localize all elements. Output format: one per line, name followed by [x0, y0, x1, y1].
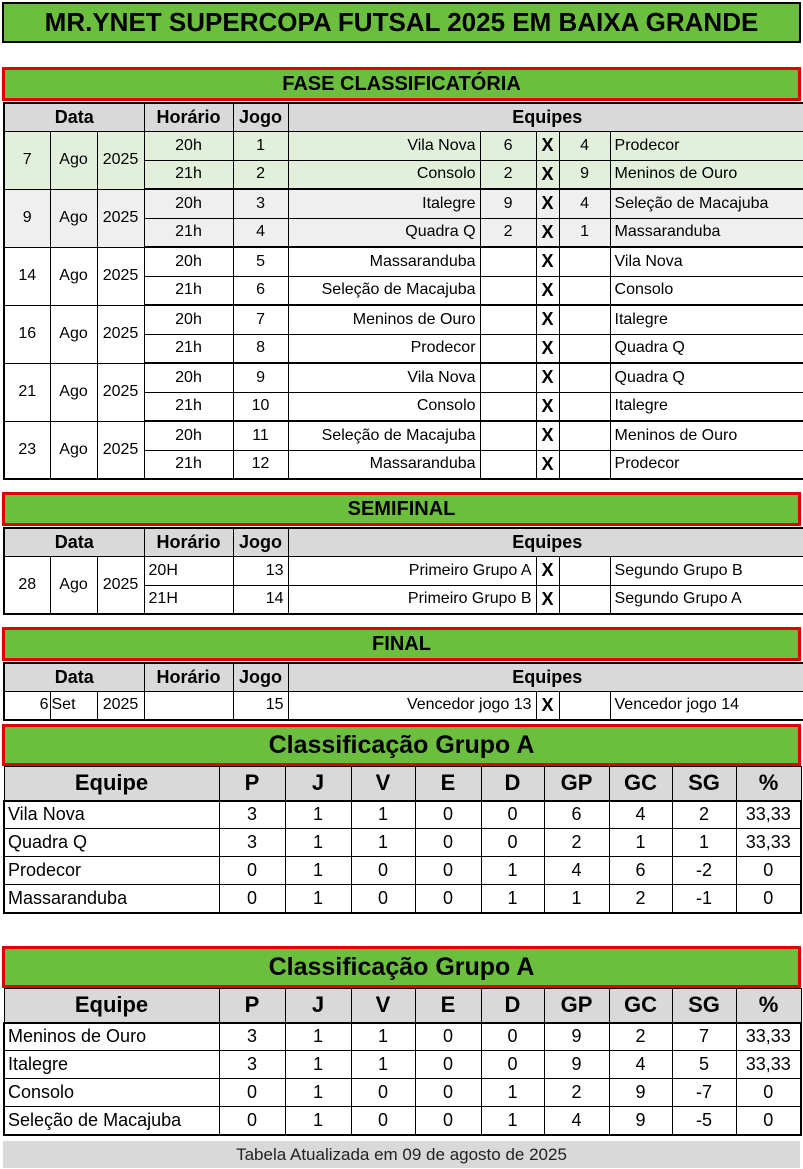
stat-cell: 1: [351, 829, 415, 857]
standings-row: [4, 829, 801, 857]
match-year: 2025: [97, 421, 144, 479]
home-team: Vila Nova: [288, 363, 480, 392]
standings-header-cell: SG: [672, 989, 736, 1023]
stat-cell: 2: [544, 1079, 609, 1107]
stat-cell: 1: [481, 1107, 544, 1135]
game-time: [144, 691, 233, 720]
game-number: 7: [233, 305, 288, 334]
home-team: Massaranduba: [288, 450, 480, 479]
stat-cell: 33,33: [736, 1023, 801, 1051]
game-time: 21h: [144, 160, 233, 189]
away-score: 9: [559, 160, 610, 189]
game-number: 14: [233, 585, 288, 614]
stat-cell: 2: [544, 829, 609, 857]
team-name: Consolo: [4, 1079, 219, 1107]
versus-mark: X: [536, 363, 559, 392]
versus-mark: X: [536, 691, 559, 720]
header-horario: Horário: [144, 103, 233, 131]
standings-row: [4, 857, 801, 885]
standings-header-cell: P: [219, 989, 285, 1023]
game-time: 20h: [144, 305, 233, 334]
away-team: Italegre: [610, 392, 803, 421]
game-number: 15: [233, 691, 288, 720]
stat-cell: 0: [219, 885, 285, 913]
game-number: 3: [233, 189, 288, 218]
stat-cell: 0: [415, 1023, 481, 1051]
home-team: Italegre: [288, 189, 480, 218]
away-team: Meninos de Ouro: [610, 421, 803, 450]
stat-cell: 1: [351, 1051, 415, 1079]
stat-cell: 1: [285, 1107, 351, 1135]
game-time: 20h: [144, 247, 233, 276]
team-name: Prodecor: [4, 857, 219, 885]
match-day: 16: [4, 305, 50, 363]
match-day: 9: [4, 189, 50, 247]
stat-cell: 6: [544, 801, 609, 829]
stat-cell: 4: [544, 857, 609, 885]
home-score: [480, 363, 536, 392]
stat-cell: 1: [481, 1079, 544, 1107]
game-number: 10: [233, 392, 288, 421]
standings-header-cell: V: [351, 767, 415, 801]
home-team: Prodecor: [288, 334, 480, 363]
away-score: 1: [559, 218, 610, 247]
home-score: 6: [480, 131, 536, 160]
versus-mark: X: [536, 218, 559, 247]
away-team: Vila Nova: [610, 247, 803, 276]
stat-cell: 0: [219, 857, 285, 885]
final-banner: FINAL: [2, 627, 801, 661]
stat-cell: 1: [609, 829, 672, 857]
stat-cell: 0: [736, 857, 801, 885]
away-score: 4: [559, 131, 610, 160]
header-equipes: Equipes: [288, 663, 803, 691]
away-team: Quadra Q: [610, 363, 803, 392]
away-score: [559, 421, 610, 450]
stat-cell: 2: [609, 885, 672, 913]
stat-cell: -7: [672, 1079, 736, 1107]
home-score: [480, 276, 536, 305]
semifinal-year: 2025: [97, 556, 144, 614]
home-team: Quadra Q: [288, 218, 480, 247]
stat-cell: 1: [285, 1079, 351, 1107]
versus-mark: X: [536, 392, 559, 421]
standings-header-cell: J: [285, 767, 351, 801]
match-month: Ago: [50, 421, 97, 479]
stat-cell: 33,33: [736, 829, 801, 857]
stat-cell: 0: [481, 1023, 544, 1051]
stat-cell: 0: [736, 885, 801, 913]
home-team: Seleção de Macajuba: [288, 276, 480, 305]
header-horario: Horário: [144, 663, 233, 691]
standings-row: [4, 1051, 801, 1079]
header-data: Data: [4, 528, 144, 556]
home-team: Primeiro Grupo B: [288, 585, 536, 614]
game-time: 21h: [144, 392, 233, 421]
table-header-row: [4, 663, 803, 691]
away-team: Prodecor: [610, 131, 803, 160]
game-number: 4: [233, 218, 288, 247]
game-time: 21h: [144, 276, 233, 305]
away-team: Prodecor: [610, 450, 803, 479]
stat-cell: -1: [672, 885, 736, 913]
game-time: 20h: [144, 131, 233, 160]
stat-cell: 0: [415, 1079, 481, 1107]
stat-cell: 1: [285, 1051, 351, 1079]
home-team: Consolo: [288, 392, 480, 421]
away-team: Meninos de Ouro: [610, 160, 803, 189]
versus-mark: X: [536, 160, 559, 189]
stat-cell: 3: [219, 801, 285, 829]
standings-header-cell: E: [415, 767, 481, 801]
header-horario: Horário: [144, 528, 233, 556]
game-time: 20h: [144, 189, 233, 218]
away-team: Segundo Grupo B: [610, 556, 803, 585]
standings-header-cell: Equipe: [4, 989, 219, 1023]
grupo-b-banner: Classificação Grupo A: [2, 946, 801, 988]
home-score: [480, 334, 536, 363]
standings-row: [4, 885, 801, 913]
game-number: 11: [233, 421, 288, 450]
standings-header-cell: V: [351, 989, 415, 1023]
home-score: [480, 247, 536, 276]
home-team: Vila Nova: [288, 131, 480, 160]
stat-cell: 4: [609, 801, 672, 829]
grupo-a-banner: Classificação Grupo A: [2, 724, 801, 766]
stat-cell: 33,33: [736, 801, 801, 829]
match-month: Ago: [50, 363, 97, 421]
stat-cell: 0: [481, 801, 544, 829]
match-year: 2025: [97, 247, 144, 305]
versus-mark: X: [536, 247, 559, 276]
standings-header-cell: J: [285, 989, 351, 1023]
away-team: Italegre: [610, 305, 803, 334]
grupo-a-standings-table: [3, 766, 802, 914]
standings-header-cell: GP: [544, 767, 609, 801]
stat-cell: 4: [609, 1051, 672, 1079]
standings-header-cell: SG: [672, 767, 736, 801]
stat-cell: 0: [415, 1051, 481, 1079]
home-score: 2: [480, 218, 536, 247]
away-score: 4: [559, 189, 610, 218]
match-month: Ago: [50, 247, 97, 305]
stat-cell: 0: [415, 829, 481, 857]
match-day: 7: [4, 131, 50, 189]
versus-mark: X: [536, 450, 559, 479]
stat-cell: 2: [672, 801, 736, 829]
stat-cell: -5: [672, 1107, 736, 1135]
team-name: Quadra Q: [4, 829, 219, 857]
home-score: 9: [480, 189, 536, 218]
standings-row: [4, 1023, 801, 1051]
page-title: MR.YNET SUPERCOPA FUTSAL 2025 EM BAIXA GRANDE: [2, 2, 801, 43]
standings-header-cell: GC: [609, 989, 672, 1023]
versus-mark: X: [536, 334, 559, 363]
home-team: Meninos de Ouro: [288, 305, 480, 334]
game-time: 20h: [144, 421, 233, 450]
standings-header-cell: %: [736, 989, 801, 1023]
stat-cell: 1: [544, 885, 609, 913]
game-number: 2: [233, 160, 288, 189]
versus-mark: X: [536, 421, 559, 450]
stat-cell: 0: [415, 885, 481, 913]
away-team: Seleção de Macajuba: [610, 189, 803, 218]
standings-header-cell: E: [415, 989, 481, 1023]
stat-cell: 3: [219, 1051, 285, 1079]
table-row: [4, 189, 803, 218]
stat-cell: 1: [285, 829, 351, 857]
stat-cell: 6: [609, 857, 672, 885]
home-score: 2: [480, 160, 536, 189]
team-name: Italegre: [4, 1051, 219, 1079]
stat-cell: 9: [609, 1107, 672, 1135]
header-equipes: Equipes: [288, 103, 803, 131]
stat-cell: 9: [544, 1023, 609, 1051]
match-day: 23: [4, 421, 50, 479]
table-row: [4, 556, 803, 585]
home-team: Seleção de Macajuba: [288, 421, 480, 450]
home-score: [480, 392, 536, 421]
home-team: Vencedor jogo 13: [288, 691, 536, 720]
table-header-row: [4, 528, 803, 556]
stat-cell: 0: [351, 1079, 415, 1107]
game-number: 12: [233, 450, 288, 479]
stat-cell: 1: [285, 801, 351, 829]
stat-cell: 9: [609, 1079, 672, 1107]
standings-header-cell: GP: [544, 989, 609, 1023]
stat-cell: 3: [219, 1023, 285, 1051]
away-score: [559, 363, 610, 392]
stat-cell: 0: [219, 1107, 285, 1135]
away-score: [559, 392, 610, 421]
stat-cell: 1: [481, 857, 544, 885]
standings-header-cell: D: [481, 989, 544, 1023]
stat-cell: 1: [481, 885, 544, 913]
table-row: [4, 247, 803, 276]
stat-cell: 0: [351, 1107, 415, 1135]
stat-cell: 0: [415, 857, 481, 885]
standings-header-cell: %: [736, 767, 801, 801]
versus-mark: X: [536, 585, 559, 614]
standings-row: [4, 1107, 801, 1135]
game-time: 20h: [144, 363, 233, 392]
versus-mark: X: [536, 305, 559, 334]
stat-cell: -2: [672, 857, 736, 885]
team-name: Vila Nova: [4, 801, 219, 829]
away-team: Massaranduba: [610, 218, 803, 247]
game-time: 21h: [144, 334, 233, 363]
update-footer: Tabela Atualizada em 09 de agosto de 2025: [3, 1141, 800, 1168]
header-data: Data: [4, 103, 144, 131]
game-number: 1: [233, 131, 288, 160]
final-month: Set: [50, 691, 97, 720]
header-jogo: Jogo: [233, 528, 288, 556]
standings-header-cell: D: [481, 767, 544, 801]
stat-cell: 1: [351, 1023, 415, 1051]
table-row: [4, 421, 803, 450]
game-number: 9: [233, 363, 288, 392]
standings-header-cell: P: [219, 767, 285, 801]
semifinal-table: [3, 527, 803, 615]
stat-cell: 0: [351, 857, 415, 885]
stat-cell: 1: [285, 857, 351, 885]
table-row: [4, 691, 803, 720]
game-time: 20H: [144, 556, 233, 585]
home-team: Massaranduba: [288, 247, 480, 276]
stat-cell: 1: [285, 885, 351, 913]
match-month: Ago: [50, 305, 97, 363]
home-score: [480, 450, 536, 479]
game-number: 5: [233, 247, 288, 276]
stat-cell: 0: [415, 1107, 481, 1135]
game-number: 8: [233, 334, 288, 363]
fase-classificatoria-table: [3, 102, 803, 480]
final-day: 6: [4, 691, 50, 720]
table-row: [4, 305, 803, 334]
stat-cell: 7: [672, 1023, 736, 1051]
home-team: Primeiro Grupo A: [288, 556, 536, 585]
semifinal-banner: SEMIFINAL: [2, 492, 801, 526]
final-year: 2025: [97, 691, 144, 720]
match-year: 2025: [97, 363, 144, 421]
header-jogo: Jogo: [233, 103, 288, 131]
away-score: [559, 276, 610, 305]
match-day: 14: [4, 247, 50, 305]
final-table: [3, 662, 803, 721]
standings-row: [4, 801, 801, 829]
stat-cell: 0: [481, 1051, 544, 1079]
match-year: 2025: [97, 189, 144, 247]
versus-mark: X: [536, 189, 559, 218]
table-header-row: [4, 103, 803, 131]
stat-cell: 5: [672, 1051, 736, 1079]
stat-cell: 0: [481, 829, 544, 857]
away-score: [559, 247, 610, 276]
match-month: Ago: [50, 189, 97, 247]
header-jogo: Jogo: [233, 663, 288, 691]
away-team: Vencedor jogo 14: [610, 691, 803, 720]
header-equipes: Equipes: [288, 528, 803, 556]
team-name: Meninos de Ouro: [4, 1023, 219, 1051]
match-day: 21: [4, 363, 50, 421]
header-data: Data: [4, 663, 144, 691]
game-time: 21h: [144, 218, 233, 247]
stat-cell: 0: [736, 1079, 801, 1107]
standings-row: [4, 1079, 801, 1107]
semifinal-month: Ago: [50, 556, 97, 614]
standings-header-cell: GC: [609, 767, 672, 801]
game-time: 21h: [144, 450, 233, 479]
game-time: 21H: [144, 585, 233, 614]
stat-cell: 4: [544, 1107, 609, 1135]
match-year: 2025: [97, 305, 144, 363]
stat-cell: 9: [544, 1051, 609, 1079]
stat-cell: 1: [351, 801, 415, 829]
stat-cell: 0: [219, 1079, 285, 1107]
team-name: Massaranduba: [4, 885, 219, 913]
versus-mark: X: [536, 556, 559, 585]
stat-cell: 0: [736, 1107, 801, 1135]
grupo-b-standings-table: [3, 988, 802, 1136]
standings-header-row: [4, 989, 801, 1023]
away-score: [559, 305, 610, 334]
stat-cell: 33,33: [736, 1051, 801, 1079]
stat-cell: 0: [351, 885, 415, 913]
match-month: Ago: [50, 131, 97, 189]
stat-cell: 1: [285, 1023, 351, 1051]
semifinal-day: 28: [4, 556, 50, 614]
standings-header-row: [4, 767, 801, 801]
game-number: 13: [233, 556, 288, 585]
versus-mark: X: [536, 131, 559, 160]
stat-cell: 3: [219, 829, 285, 857]
versus-mark: X: [536, 276, 559, 305]
game-number: 6: [233, 276, 288, 305]
table-row: [4, 131, 803, 160]
away-team: Segundo Grupo A: [610, 585, 803, 614]
team-name: Seleção de Macajuba: [4, 1107, 219, 1135]
stat-cell: 2: [609, 1023, 672, 1051]
away-score: [559, 334, 610, 363]
match-year: 2025: [97, 131, 144, 189]
home-score: [480, 421, 536, 450]
away-team: Consolo: [610, 276, 803, 305]
table-row: [4, 363, 803, 392]
home-score: [480, 305, 536, 334]
away-team: Quadra Q: [610, 334, 803, 363]
stat-cell: 1: [672, 829, 736, 857]
fase-classificatoria-banner: FASE CLASSIFICATÓRIA: [2, 67, 801, 101]
home-team: Consolo: [288, 160, 480, 189]
stat-cell: 0: [415, 801, 481, 829]
standings-header-cell: Equipe: [4, 767, 219, 801]
away-score: [559, 450, 610, 479]
